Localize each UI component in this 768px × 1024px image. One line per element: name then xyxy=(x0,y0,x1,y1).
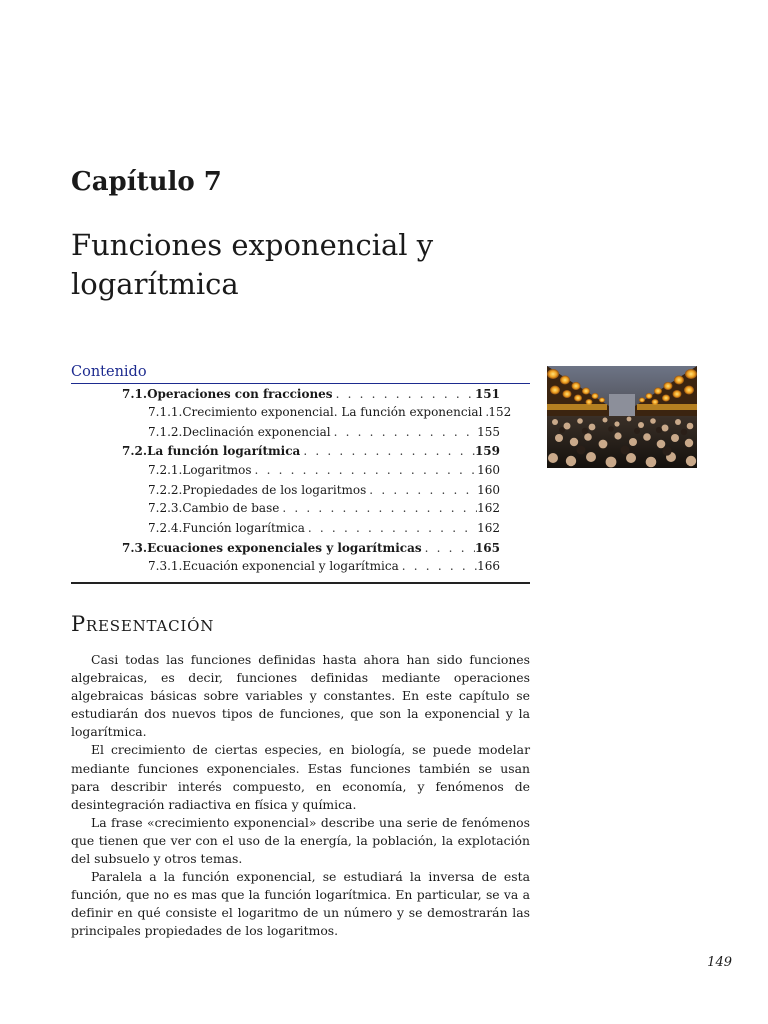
toc-dot-leader xyxy=(422,539,475,557)
toc-entry-page: 155 xyxy=(477,425,500,439)
toc-dot-leader xyxy=(300,442,475,460)
toc-dot-leader xyxy=(399,557,477,575)
toc-entry-page: 160 xyxy=(477,463,500,477)
paragraph: La frase «crecimiento exponencial» describe una serie de fenómenos que tienen que ver con el uso de la energía, la población, la explotación del subsuelo y otros temas. xyxy=(71,814,530,867)
toc-entry-title: Crecimiento exponencial. La función exponencial xyxy=(182,405,483,419)
contents-bottom-rule xyxy=(71,582,530,584)
toc-entry-title: Logaritmos xyxy=(182,463,252,477)
toc-entry-title: Cambio de base xyxy=(182,501,280,515)
toc-entry-page: 159 xyxy=(474,444,500,458)
chapter-label: Capítulo 7 xyxy=(71,167,222,197)
toc-entry[interactable] xyxy=(148,403,512,421)
section-body xyxy=(71,651,530,941)
toc-entry-number: 7.2.4. xyxy=(148,521,183,535)
toc-entry[interactable] xyxy=(148,519,500,537)
toc-dot-leader xyxy=(331,423,478,441)
toc-entry[interactable] xyxy=(122,442,500,460)
section-heading: Presentación xyxy=(71,612,215,636)
toc-entry-page: 166 xyxy=(477,559,500,573)
toc-entry-number: 7.1.2. xyxy=(148,425,183,439)
contents-heading: Contenido xyxy=(71,364,147,380)
toc-entry-title: Ecuación exponencial y logarítmica xyxy=(182,559,399,573)
toc-entry[interactable] xyxy=(148,461,500,479)
toc-entry-number: 7.2.1. xyxy=(148,463,183,477)
toc-entry-title: Ecuaciones exponenciales y logarítmicas xyxy=(147,541,422,555)
toc-dot-leader xyxy=(305,519,477,537)
toc-entry-number: 7.3. xyxy=(122,541,148,555)
toc-entry-number: 7.2.3. xyxy=(148,501,183,515)
page-number: 149 xyxy=(707,955,732,970)
toc-entry-number: 7.1.1. xyxy=(148,405,183,419)
contents-top-rule xyxy=(71,383,530,384)
toc-entry-title: Función logarítmica xyxy=(182,521,305,535)
toc-entry-page: 162 xyxy=(477,521,500,535)
toc-entry-title: Declinación exponencial xyxy=(182,425,331,439)
toc-dot-leader xyxy=(279,499,477,517)
toc-entry[interactable] xyxy=(148,557,500,575)
toc-entry[interactable] xyxy=(148,481,500,499)
paragraph: Paralela a la función exponencial, se estudiará la inversa de esta función, que no es mas que la función logarítmica. En particular, se va a definir en qué consiste el logaritmo de un número y se demostrarán las principales propiedades de los logaritmos. xyxy=(71,869,530,939)
toc-entry-page: 165 xyxy=(474,541,500,555)
toc-entry[interactable] xyxy=(148,423,500,441)
toc-dot-leader xyxy=(252,461,478,479)
toc-entry[interactable] xyxy=(148,499,500,517)
toc-entry-page: 151 xyxy=(474,387,500,401)
toc-dot-leader xyxy=(366,481,477,499)
toc-entry-number: 7.2.2. xyxy=(148,483,183,497)
toc-entry-title: La función logarítmica xyxy=(147,444,301,458)
toc-entry-page: 152 xyxy=(488,405,512,419)
toc-entry-number: 7.1. xyxy=(122,387,148,401)
toc-entry-title: Operaciones con fracciones xyxy=(147,387,333,401)
toc-entry-number: 7.2. xyxy=(122,444,148,458)
toc-entry[interactable] xyxy=(122,539,500,557)
paragraph: Casi todas las funciones definidas hasta ahora han sido funciones algebraicas, es decir, funciones definidas mediante operaciones algebraicas básicas sobre variables y constantes. En este capítulo se estudiarán dos nuevos tipos de funciones, que son la exponencial y la logarítmica. xyxy=(71,652,530,740)
toc-entry-page: 160 xyxy=(477,483,500,497)
toc-entry-page: 162 xyxy=(477,501,500,515)
crowd-photo xyxy=(547,366,697,468)
toc-entry-title: Propiedades de los logaritmos xyxy=(182,483,367,497)
toc-entry-number: 7.3.1. xyxy=(148,559,183,573)
toc-entry[interactable] xyxy=(122,385,500,403)
paragraph: El crecimiento de ciertas especies, en biología, se puede modelar mediante funciones exponenciales. Estas funciones también se usan para describir interés compuesto, en economía, y fenómenos de desintegración radiactiva en física y química. xyxy=(71,742,530,812)
toc-dot-leader xyxy=(333,385,475,403)
chapter-title: Funciones exponencial y logarítmica xyxy=(71,228,434,301)
